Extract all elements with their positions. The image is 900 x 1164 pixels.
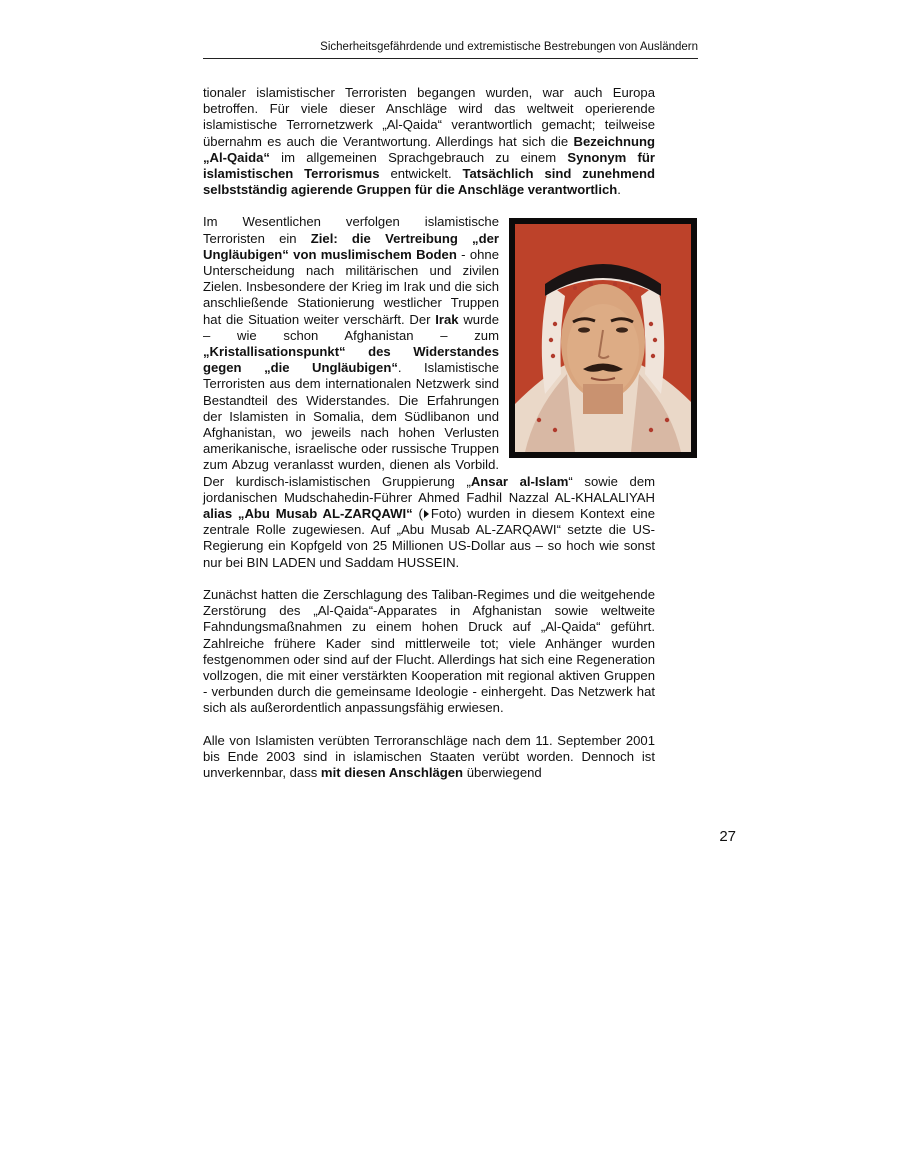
bold-run: „Kristallisationspunkt“ des Widerstandes gegen „die Ungläubigen“ xyxy=(203,344,499,376)
bold-run: alias „Abu Musab AL-ZARQAWI“ xyxy=(203,506,413,522)
portrait-image xyxy=(515,224,691,452)
text-run: ( xyxy=(412,506,423,522)
page-number: 27 xyxy=(719,828,736,845)
text-run: - ohne Unterscheidung nach militärischen und zivilen Zielen. Insbesondere der Krieg im Irak und die sich anschließende Stationierung westlicher Truppen hat die Situation weiter verschärft. Der xyxy=(203,246,499,327)
running-header-title: Sicherheitsgefährdende und extremistische Bestrebungen von Ausländern xyxy=(320,41,698,53)
running-header xyxy=(203,40,698,59)
body-text xyxy=(203,85,655,797)
bold-run: Ziel: die Vertreibung „der Ungläubigen“ von muslimischem Boden xyxy=(203,230,499,262)
text-run: entwickelt. xyxy=(379,166,463,182)
bold-run: Irak xyxy=(435,311,459,327)
text-run: wurde – wie schon Afghanistan – zum xyxy=(203,311,499,343)
text-run: ) wurden in diesem Kontext eine zentrale Rolle zugewiesen. Auf „Abu Musab AL-ZARQAWI“ setzte die US-Regierung ein Kopfgeld von 25 Millionen US-Dollar aus – so hoch wie sonst nur bei BIN LADEN und Saddam HUSSEIN. xyxy=(203,506,655,570)
bold-run: Bezeichnung „Al-Qaida“ xyxy=(203,133,655,165)
text-run: überwiegend xyxy=(463,764,542,780)
text-run: “ sowie dem jordanischen Mudschahedin-Führer Ahmed Fadhil Nazzal AL-KHALALIYAH xyxy=(203,473,656,505)
paragraph-3: Zunächst hatten die Zerschlagung des Taliban-Regimes und die weitgehende Zerstörung des „Al-Qaida“-Apparates in Afghanistan sowie weltweite Fahndungsmaßnahmen zu einem hohen Druck auf „Al-Qaida“ geführt. Zahlreiche frühere Kader sind mittlerweile tot; viele Anhänger wurden festgenommen oder sind auf der Flucht. Allerdings hat sich eine Regeneration vollzogen, die mit einer verstärkten Kooperation mit regional aktiven Gruppen - verbunden durch die gemeinsame Ideologie - einhergeht. Das Netzwerk hat sich als außerordentlich anpassungsfähig erwiesen. xyxy=(203,586,655,716)
photo-reference: Foto xyxy=(430,506,458,522)
paragraph-4 xyxy=(203,733,655,782)
bold-run: mit diesen Anschlägen xyxy=(320,764,464,780)
bold-run: Synonym für islamistischen Terrorismus xyxy=(203,149,655,182)
text-run: . Islamistische Terroristen aus dem internationalen Netzwerk sind Bestandteil des Widerstandes. Die Erfahrungen der Islamisten in Somalia, dem Südlibanon und Afghanistan, wo jeweils nach hohen Verlusten amerikanische, israelische oder russische Truppen zum Abzug veranlasst wurden, dienen als Vorbild. Der kurdisch-islamistischen Gruppierung „ xyxy=(203,360,499,489)
text-run: tionaler islamistischer Terroristen begangen wurden, war auch Europa betroffen. Für viele dieser Anschläge wird das weltweit operierende islamistische Terrornetzwerk „Al-Qaida“ verantwortlich gemacht; teilweise übernahm es auch die Verantwortung. Allerdings hat sich die xyxy=(203,85,655,149)
text-run: Im Wesentlichen verfolgen islamistische Terroristen ein xyxy=(203,214,499,246)
arrow-right-icon xyxy=(424,510,429,518)
bold-run: Ansar al-Islam xyxy=(470,473,569,489)
paragraph-2 xyxy=(203,214,655,570)
paragraph-1 xyxy=(203,85,655,198)
bold-run: Tatsächlich sind zunehmend selbstständig agierende Gruppen für die Anschläge verantwortlich xyxy=(203,166,655,198)
portrait-photo xyxy=(509,218,697,458)
text-run: im allgemeinen Sprachgebrauch zu einem xyxy=(269,149,568,165)
text-run: Alle von Islamisten verübten Terroranschläge nach dem 11. September 2001 bis Ende 2003 sind in islamischen Staaten verübt worden. Dennoch ist unverkennbar, dass xyxy=(203,732,655,780)
text-run: . xyxy=(617,182,621,198)
